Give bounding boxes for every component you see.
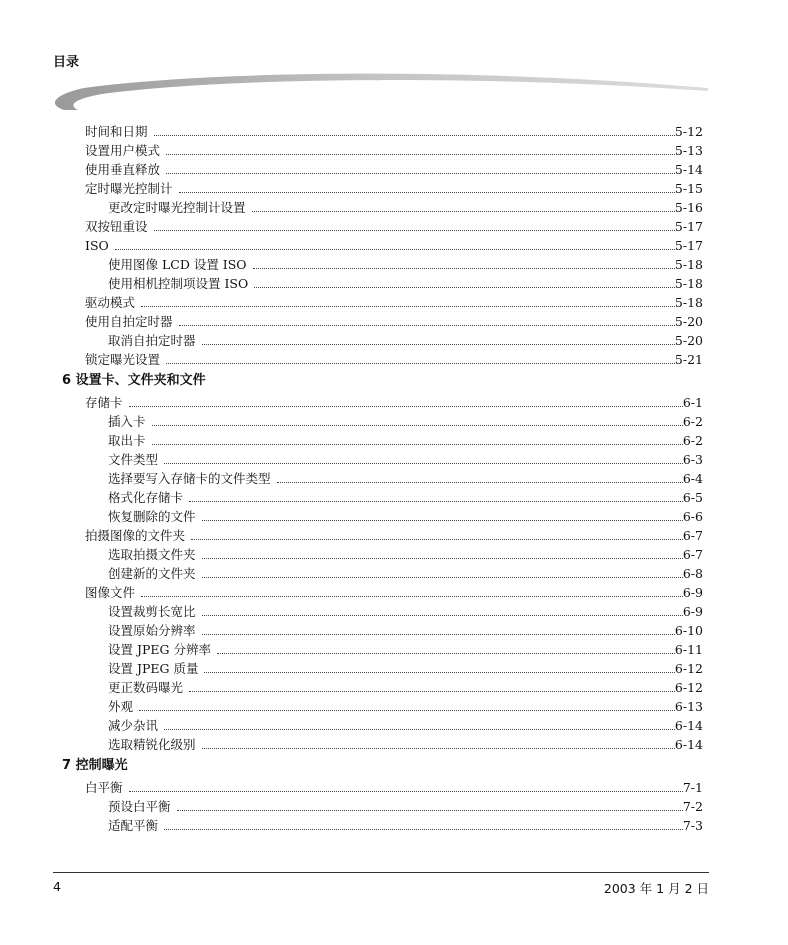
toc-entry-page: 5-18 — [674, 276, 703, 291]
toc-entry-title: 设置原始分辨率 — [108, 623, 196, 638]
toc-entry[interactable] — [108, 735, 703, 754]
toc-entry-title: 预设白平衡 — [108, 799, 171, 814]
footer-page-number: 4 — [53, 879, 61, 894]
toc-entry[interactable] — [85, 122, 703, 141]
toc-entry[interactable] — [108, 716, 703, 735]
toc-entry[interactable] — [108, 274, 703, 293]
toc-entry[interactable] — [108, 797, 703, 816]
toc-entry[interactable] — [108, 621, 703, 640]
dot-leader — [202, 558, 683, 559]
dot-leader — [115, 249, 675, 250]
dot-leader — [129, 406, 683, 407]
toc-entry-page: 5-17 — [674, 219, 703, 234]
dot-leader — [202, 748, 675, 749]
toc-entry[interactable] — [85, 236, 703, 255]
toc-entry-page: 7-1 — [682, 780, 703, 795]
toc-entry[interactable] — [108, 659, 703, 678]
toc-entry-page: 5-15 — [674, 181, 703, 196]
toc-entry-title: 定时曝光控制计 — [85, 181, 173, 196]
dot-leader — [152, 425, 683, 426]
dot-leader — [177, 810, 683, 811]
toc-entry-title: 锁定曝光设置 — [85, 352, 161, 367]
section-heading: 6 设置卡、文件夹和文件 — [62, 373, 206, 388]
dot-leader — [164, 463, 683, 464]
toc-entry[interactable] — [108, 469, 703, 488]
toc-entry-page: 6-7 — [682, 528, 703, 543]
dot-leader — [202, 344, 675, 345]
toc-entry[interactable] — [108, 488, 703, 507]
toc-entry[interactable] — [108, 198, 703, 217]
toc-entry[interactable] — [85, 217, 703, 236]
toc-entry-page: 6-8 — [682, 566, 703, 581]
dot-leader — [253, 268, 675, 269]
dot-leader — [154, 230, 675, 231]
toc-entry-title: ISO — [85, 238, 109, 253]
toc-entry[interactable] — [85, 179, 703, 198]
toc-entry-page: 6-14 — [674, 737, 703, 752]
toc-entry[interactable] — [108, 450, 703, 469]
toc-entry[interactable] — [85, 526, 703, 545]
dot-leader — [141, 306, 675, 307]
toc-entry-title: 选择要写入存储卡的文件类型 — [108, 471, 271, 486]
toc-entry-title: 设置用户模式 — [85, 143, 161, 158]
toc-entry[interactable] — [85, 312, 703, 331]
dot-leader — [191, 539, 683, 540]
toc-entry-title: 创建新的文件夹 — [108, 566, 196, 581]
toc-entry-page: 6-3 — [682, 452, 703, 467]
toc-entry-page: 5-13 — [674, 143, 703, 158]
toc-entry-title: 存储卡 — [85, 395, 123, 410]
dot-leader — [202, 520, 683, 521]
dot-leader — [252, 211, 675, 212]
toc-entry-page: 5-20 — [674, 314, 703, 329]
toc-entry[interactable] — [108, 331, 703, 350]
toc-entry[interactable] — [108, 507, 703, 526]
toc-entry-page: 6-12 — [674, 661, 703, 676]
toc-entry-title: 使用垂直释放 — [85, 162, 161, 177]
toc-entry-title: 使用自拍定时器 — [85, 314, 173, 329]
toc-entry[interactable] — [108, 564, 703, 583]
dot-leader — [217, 653, 675, 654]
toc-entry-page: 5-21 — [674, 352, 703, 367]
dot-leader — [189, 501, 683, 502]
toc-entry[interactable] — [108, 640, 703, 659]
toc-entry[interactable] — [108, 816, 703, 835]
dot-leader — [204, 672, 674, 673]
toc-entry-title: 文件类型 — [108, 452, 159, 467]
dot-leader — [189, 691, 675, 692]
toc-entry-title: 选取精锐化级别 — [108, 737, 196, 752]
toc-entry-page: 5-16 — [674, 200, 703, 215]
toc-entry-page: 6-9 — [682, 585, 703, 600]
footer-rule — [53, 872, 709, 873]
toc-entry[interactable] — [108, 255, 703, 274]
toc-entry-title: 驱动模式 — [85, 295, 136, 310]
toc-entry-title: 选取拍摄文件夹 — [108, 547, 196, 562]
toc-entry-page: 6-1 — [682, 395, 703, 410]
dot-leader — [164, 729, 675, 730]
toc-entry[interactable] — [108, 412, 703, 431]
toc-entry-page: 7-3 — [682, 818, 703, 833]
dot-leader — [166, 363, 675, 364]
header-title: 目录 — [53, 55, 80, 70]
toc-entry-page: 7-2 — [682, 799, 703, 814]
dot-leader — [141, 596, 683, 597]
toc-entry-title: 适配平衡 — [108, 818, 159, 833]
section-heading: 7 控制曝光 — [62, 758, 128, 773]
dot-leader — [166, 154, 675, 155]
toc-entry-title: 使用图像 LCD 设置 ISO — [108, 257, 247, 272]
toc-entry[interactable] — [108, 697, 703, 716]
toc-entry[interactable] — [85, 583, 703, 602]
toc-entry[interactable] — [108, 602, 703, 621]
toc-entry-title: 时间和日期 — [85, 124, 148, 139]
dot-leader — [202, 634, 675, 635]
toc-entry[interactable] — [108, 431, 703, 450]
toc-entry[interactable] — [85, 160, 703, 179]
toc-entry-page: 5-12 — [674, 124, 703, 139]
toc-entry-page: 6-11 — [674, 642, 703, 657]
dot-leader — [254, 287, 675, 288]
toc-entry-title: 减少杂讯 — [108, 718, 159, 733]
dot-leader — [129, 791, 683, 792]
dot-leader — [166, 173, 675, 174]
dot-leader — [152, 444, 683, 445]
dot-leader — [202, 577, 683, 578]
dot-leader — [139, 710, 675, 711]
toc-entry[interactable] — [85, 141, 703, 160]
dot-leader — [179, 192, 675, 193]
toc-entry[interactable] — [85, 293, 703, 312]
toc-entry[interactable] — [85, 350, 703, 369]
toc-entry-page: 5-18 — [674, 295, 703, 310]
toc-entry-page: 5-17 — [674, 238, 703, 253]
toc-entry[interactable] — [85, 778, 703, 797]
toc-entry[interactable] — [85, 393, 703, 412]
toc-entry-page: 6-2 — [682, 433, 703, 448]
toc-entry-page: 5-14 — [674, 162, 703, 177]
toc-entry-title: 拍摄图像的文件夹 — [85, 528, 186, 543]
toc-entry-title: 设置 JPEG 质量 — [108, 661, 199, 676]
toc-entry-title: 图像文件 — [85, 585, 136, 600]
dot-leader — [277, 482, 683, 483]
dot-leader — [202, 615, 683, 616]
toc-entry-page: 6-7 — [682, 547, 703, 562]
toc-entry-page: 6-5 — [682, 490, 703, 505]
toc-entry-page: 5-20 — [674, 333, 703, 348]
toc-entry-title: 更改定时曝光控制计设置 — [108, 200, 246, 215]
toc-entry[interactable] — [108, 545, 703, 564]
toc-entry-page: 5-18 — [674, 257, 703, 272]
toc-entry-page: 6-10 — [674, 623, 703, 638]
toc-entry-page: 6-4 — [682, 471, 703, 486]
toc-entry-title: 取消自拍定时器 — [108, 333, 196, 348]
toc-entry-title: 外观 — [108, 699, 134, 714]
toc-entry-title: 设置 JPEG 分辨率 — [108, 642, 211, 657]
toc-entry-title: 使用相机控制项设置 ISO — [108, 276, 249, 291]
toc-entry-title: 插入卡 — [108, 414, 146, 429]
dot-leader — [164, 829, 683, 830]
footer-date: 2003 年 1 月 2 日 — [603, 881, 709, 896]
toc-entry-title: 设置裁剪长宽比 — [108, 604, 196, 619]
toc-entry-page: 6-9 — [682, 604, 703, 619]
toc-entry-title: 取出卡 — [108, 433, 146, 448]
dot-leader — [154, 135, 675, 136]
toc-entry-page: 6-2 — [682, 414, 703, 429]
toc-entry-title: 白平衡 — [85, 780, 123, 795]
toc-entry-title: 双按钮重设 — [85, 219, 148, 234]
toc-entry-title: 格式化存储卡 — [108, 490, 184, 505]
header-swoosh-decoration — [50, 64, 710, 116]
toc-entry[interactable] — [108, 678, 703, 697]
toc-entry-page: 6-12 — [674, 680, 703, 695]
toc-entry-page: 6-13 — [674, 699, 703, 714]
dot-leader — [179, 325, 675, 326]
toc-entry-title: 更正数码曝光 — [108, 680, 184, 695]
toc-entry-page: 6-14 — [674, 718, 703, 733]
toc-entry-title: 恢复删除的文件 — [108, 509, 196, 524]
toc-entry-page: 6-6 — [682, 509, 703, 524]
